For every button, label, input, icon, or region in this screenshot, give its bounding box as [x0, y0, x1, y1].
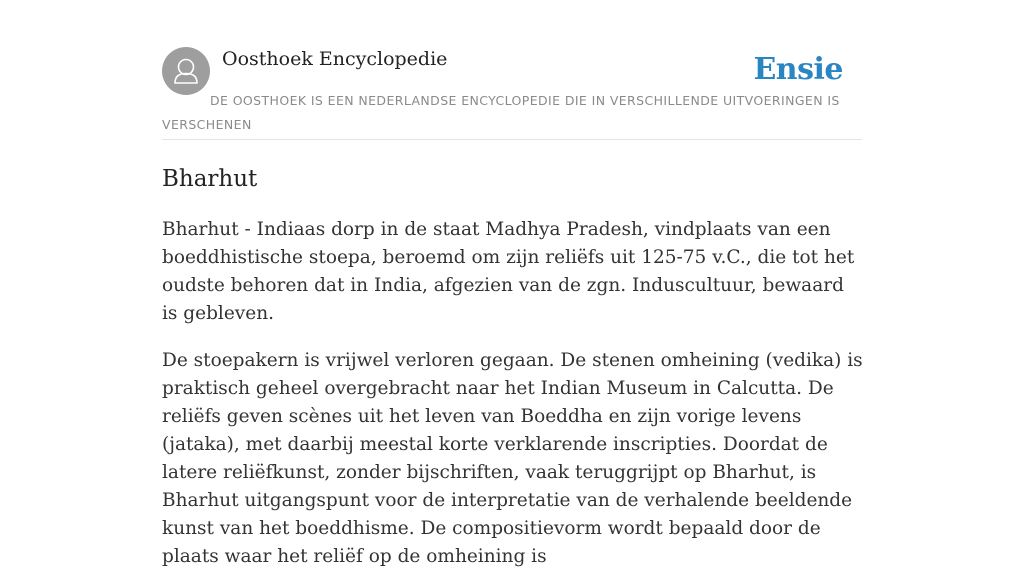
user-avatar-icon[interactable] — [162, 47, 210, 95]
site-name-link[interactable]: Oosthoek Encyclopedie — [222, 48, 448, 70]
site-header — [162, 47, 862, 140]
article-title: Bharhut — [162, 166, 258, 192]
site-tagline: DE OOSTHOEK IS EEN NEDERLANDSE ENCYCLOPEDIE DIE IN VERSCHILLENDE UITVOERINGEN IS VERSCHENEN — [162, 93, 840, 132]
ensie-logo[interactable]: Ensie — [753, 52, 843, 87]
article — [162, 162, 864, 571]
article-paragraph: De stoepakern is vrijwel verloren gegaan. De stenen omheining (vedika) is praktisch geheel overgebracht naar het Indian Museum in Calcutta. De reliëfs geven scènes uit het leven van Boeddha en zijn vorige levens (jataka), met daarbij meestal korte verklarende inscripties. Doordat de latere reliëfkunst, zonder bijschriften, vaak teruggrijpt op Bharhut, is Bharhut uitgangspunt voor de interpretatie van de verhalende beeldende kunst van het boeddhisme. De compositievorm wordt bepaald door de plaats waar het reliëf op de omheining is — [162, 350, 863, 567]
article-paragraph: Bharhut - Indiaas dorp in de staat Madhya Pradesh, vindplaats van een boeddhistische stoepa, beroemd om zijn reliëfs uit 125-75 v.C., die tot het oudste behoren dat in India, afgezien van de zgn. Induscultuur, bewaard is gebleven. — [162, 219, 855, 324]
